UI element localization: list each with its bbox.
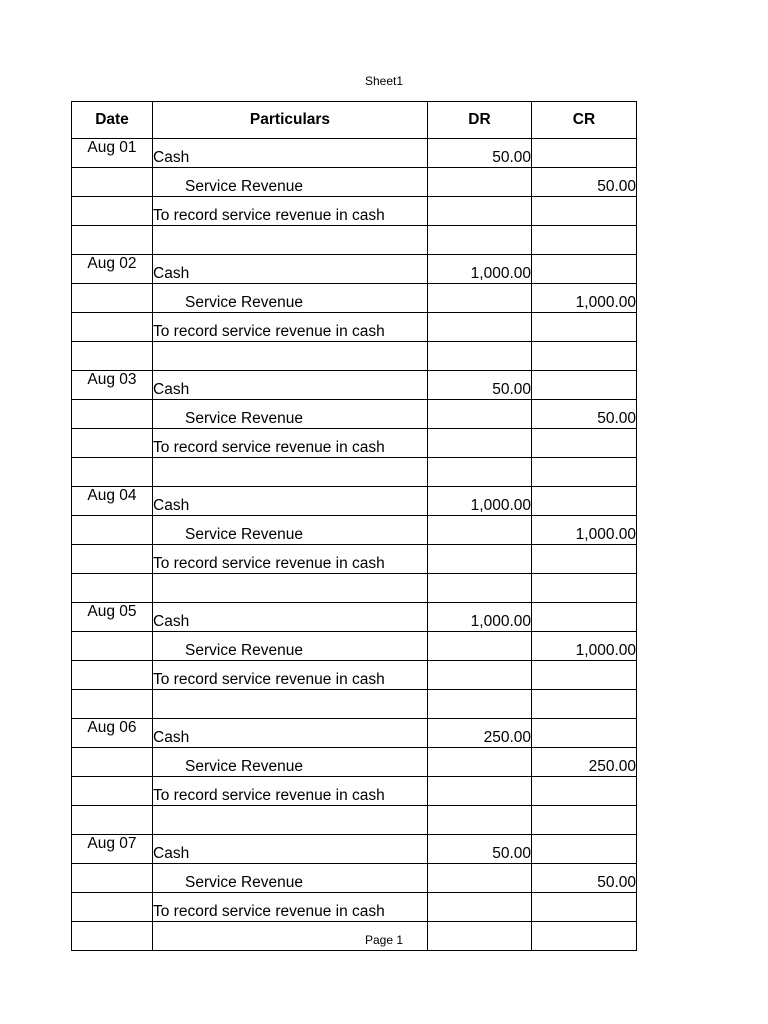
empty-cell: [72, 197, 153, 226]
journal-body: [72, 139, 637, 951]
debit-row: [72, 719, 637, 748]
empty-cell: [72, 284, 153, 313]
empty-cell: [428, 226, 532, 255]
empty-cell: [72, 400, 153, 429]
empty-cell: [72, 661, 153, 690]
credit-amount: 50.00: [532, 864, 637, 893]
empty-cell: [428, 748, 532, 777]
debit-row: [72, 603, 637, 632]
blank-row: [72, 342, 637, 371]
memo-row: [72, 429, 637, 458]
debit-amount: 250.00: [428, 719, 532, 748]
empty-cell: [532, 603, 637, 632]
empty-cell: [72, 690, 153, 719]
credit-account: Service Revenue: [153, 864, 428, 893]
credit-amount: 1,000.00: [532, 284, 637, 313]
credit-amount: 250.00: [532, 748, 637, 777]
empty-cell: [72, 342, 153, 371]
page-footer: Page 1: [364, 933, 404, 947]
empty-cell: [532, 226, 637, 255]
debit-amount: 50.00: [428, 139, 532, 168]
entry-date: Aug 02: [72, 255, 153, 284]
empty-cell: [428, 197, 532, 226]
debit-row: [72, 139, 637, 168]
debit-amount: 1,000.00: [428, 487, 532, 516]
empty-cell: [428, 574, 532, 603]
sheet-title: Sheet1: [364, 74, 404, 88]
debit-amount: 1,000.00: [428, 255, 532, 284]
empty-cell: [72, 458, 153, 487]
empty-cell: [428, 690, 532, 719]
empty-cell: [532, 661, 637, 690]
empty-cell: [532, 835, 637, 864]
empty-cell: [532, 777, 637, 806]
debit-row: [72, 835, 637, 864]
entry-memo: To record service revenue in cash: [153, 197, 428, 226]
debit-amount: 50.00: [428, 371, 532, 400]
empty-cell: [428, 864, 532, 893]
entry-memo: To record service revenue in cash: [153, 661, 428, 690]
credit-account: Service Revenue: [153, 516, 428, 545]
empty-cell: [428, 313, 532, 342]
header-cr: CR: [532, 102, 637, 139]
empty-cell: [153, 574, 428, 603]
credit-row: [72, 516, 637, 545]
debit-row: [72, 371, 637, 400]
empty-cell: [532, 371, 637, 400]
header-dr: DR: [428, 102, 532, 139]
empty-cell: [428, 545, 532, 574]
empty-cell: [72, 574, 153, 603]
blank-row: [72, 690, 637, 719]
header-particulars: Particulars: [153, 102, 428, 139]
empty-cell: [428, 458, 532, 487]
empty-cell: [428, 516, 532, 545]
debit-account: Cash: [153, 603, 428, 632]
empty-cell: [428, 400, 532, 429]
debit-row: [72, 255, 637, 284]
entry-date: Aug 07: [72, 835, 153, 864]
entry-memo: To record service revenue in cash: [153, 777, 428, 806]
credit-amount: 50.00: [532, 168, 637, 197]
empty-cell: [532, 458, 637, 487]
entry-date: Aug 05: [72, 603, 153, 632]
header-date: Date: [72, 102, 153, 139]
empty-cell: [532, 197, 637, 226]
empty-cell: [532, 545, 637, 574]
debit-amount: 1,000.00: [428, 603, 532, 632]
empty-cell: [532, 255, 637, 284]
credit-account: Service Revenue: [153, 632, 428, 661]
empty-cell: [72, 545, 153, 574]
entry-date: Aug 04: [72, 487, 153, 516]
debit-account: Cash: [153, 835, 428, 864]
empty-cell: [532, 313, 637, 342]
entry-date: Aug 03: [72, 371, 153, 400]
credit-row: [72, 284, 637, 313]
credit-row: [72, 632, 637, 661]
entry-memo: To record service revenue in cash: [153, 313, 428, 342]
empty-cell: [532, 574, 637, 603]
empty-cell: [72, 632, 153, 661]
credit-amount: 1,000.00: [532, 632, 637, 661]
memo-row: [72, 545, 637, 574]
memo-row: [72, 893, 637, 922]
empty-cell: [153, 226, 428, 255]
empty-cell: [72, 168, 153, 197]
empty-cell: [428, 777, 532, 806]
memo-row: [72, 777, 637, 806]
empty-cell: [532, 893, 637, 922]
debit-account: Cash: [153, 487, 428, 516]
empty-cell: [72, 806, 153, 835]
entry-date: Aug 01: [72, 139, 153, 168]
credit-account: Service Revenue: [153, 748, 428, 777]
empty-cell: [72, 893, 153, 922]
empty-cell: [153, 458, 428, 487]
debit-account: Cash: [153, 139, 428, 168]
empty-cell: [532, 139, 637, 168]
empty-cell: [532, 690, 637, 719]
journal-table: [71, 101, 637, 951]
debit-account: Cash: [153, 719, 428, 748]
empty-cell: [532, 487, 637, 516]
memo-row: [72, 197, 637, 226]
debit-account: Cash: [153, 371, 428, 400]
credit-amount: 50.00: [532, 400, 637, 429]
empty-cell: [428, 632, 532, 661]
empty-cell: [428, 661, 532, 690]
empty-cell: [72, 429, 153, 458]
blank-row: [72, 574, 637, 603]
credit-amount: 1,000.00: [532, 516, 637, 545]
empty-cell: [72, 226, 153, 255]
credit-row: [72, 748, 637, 777]
credit-row: [72, 168, 637, 197]
memo-row: [72, 661, 637, 690]
entry-date: Aug 06: [72, 719, 153, 748]
header-row: [72, 102, 637, 139]
empty-cell: [428, 168, 532, 197]
entry-memo: To record service revenue in cash: [153, 429, 428, 458]
empty-cell: [428, 806, 532, 835]
empty-cell: [532, 806, 637, 835]
credit-account: Service Revenue: [153, 400, 428, 429]
empty-cell: [72, 313, 153, 342]
blank-row: [72, 458, 637, 487]
entry-memo: To record service revenue in cash: [153, 545, 428, 574]
empty-cell: [428, 342, 532, 371]
debit-amount: 50.00: [428, 835, 532, 864]
memo-row: [72, 313, 637, 342]
empty-cell: [153, 806, 428, 835]
empty-cell: [428, 429, 532, 458]
blank-row: [72, 226, 637, 255]
credit-row: [72, 864, 637, 893]
debit-row: [72, 487, 637, 516]
empty-cell: [72, 777, 153, 806]
empty-cell: [532, 719, 637, 748]
empty-cell: [532, 342, 637, 371]
entry-memo: To record service revenue in cash: [153, 893, 428, 922]
empty-cell: [153, 690, 428, 719]
credit-account: Service Revenue: [153, 284, 428, 313]
empty-cell: [428, 284, 532, 313]
empty-cell: [428, 893, 532, 922]
credit-row: [72, 400, 637, 429]
empty-cell: [532, 429, 637, 458]
credit-account: Service Revenue: [153, 168, 428, 197]
debit-account: Cash: [153, 255, 428, 284]
blank-row: [72, 806, 637, 835]
empty-cell: [72, 516, 153, 545]
empty-cell: [72, 748, 153, 777]
empty-cell: [153, 342, 428, 371]
empty-cell: [72, 864, 153, 893]
